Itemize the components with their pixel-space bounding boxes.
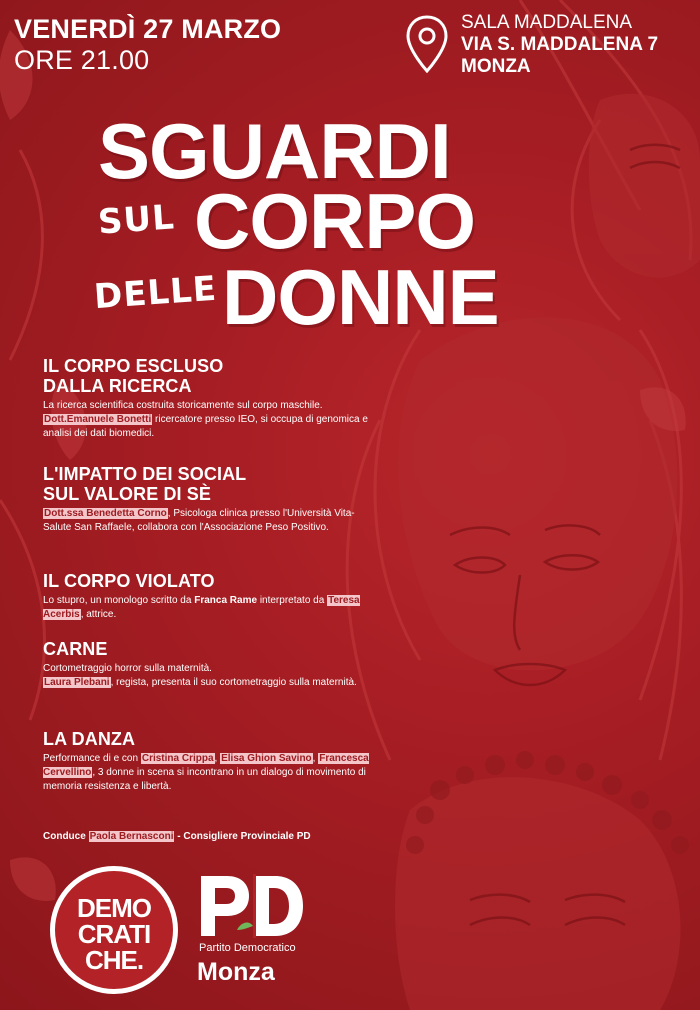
event-time: ORE 21.00: [14, 45, 150, 75]
venue-name: SALA MADDALENA: [461, 12, 633, 33]
pd-party-name: Partito Democratico: [199, 942, 296, 954]
speaker-name: Dott.Emanuele Bonetti: [44, 414, 152, 425]
program-item: [43, 356, 373, 441]
program-description: Performance di e con Cristina Crippa, Elisa Ghion Savino, Francesca Cervellino, 3 donne in scena si incontrano in un dialogo di movimento di memoria resistenza e libertà.: [43, 753, 369, 792]
program-description: Dott.ssa Benedetta Corno, Psicologa clinica presso l'Università Vita-Salute San Raffaele, collabora con l'Associazione Peso Positivo.: [43, 508, 355, 533]
speaker-name: Dott.ssa Benedetta Corno: [44, 508, 167, 519]
program-heading: IL CORPO ESCLUSO DALLA RICERCA: [43, 356, 224, 396]
moderator-name: Paola Bernasconi: [89, 831, 174, 842]
event-title: [0, 0, 700, 360]
title-line-corpo: CORPO: [194, 177, 476, 265]
title-line-donne: DONNE: [222, 253, 499, 341]
pd-logo: [197, 870, 307, 940]
moderator-line: Conduce Paola Bernasconi - Consigliere Provinciale PD: [43, 831, 311, 842]
speaker-name: Laura Plebani: [44, 677, 110, 688]
speaker-name: Teresa Acerbis: [43, 595, 360, 620]
program-item: [43, 464, 373, 535]
program-description: La ricerca scientifica costruita storicamente sul corpo maschile. Dott.Emanuele Bonetti ricercatore presso IEO, si occupa di genomica e analisi dei dati biomedici.: [43, 400, 368, 439]
program-description: Cortometraggio horror sulla maternità. Laura Plebani, regista, presenta il suo cortometraggio sulla maternità.: [43, 663, 357, 688]
program-heading: LA DANZA: [43, 729, 136, 749]
program-heading: IL CORPO VIOLATO: [43, 571, 215, 591]
title-delle: DELLE: [92, 268, 219, 318]
democratiche-logo: DEMO CRATI CHE.: [50, 866, 178, 994]
event-date: VENERDÌ 27 MARZO: [14, 14, 282, 44]
program-heading: L'IMPATTO DEI SOCIAL SUL VALORE DI SÈ: [43, 464, 246, 504]
title-line-sguardi: SGUARDI: [98, 107, 451, 195]
program-item: [43, 729, 373, 794]
program-item: [43, 571, 373, 622]
venue-street: VIA S. MADDALENA 7: [461, 34, 659, 55]
pd-city: Monza: [197, 958, 275, 986]
program-item: [43, 639, 373, 690]
venue-city: MONZA: [461, 56, 531, 77]
author-name: Franca Rame: [194, 595, 258, 606]
speaker-name: Cristina Crippa: [141, 753, 214, 764]
program-description: Lo stupro, un monologo scritto da Franca Rame interpretato da Teresa Acerbis, attrice.: [43, 595, 360, 620]
program-heading: CARNE: [43, 639, 108, 659]
title-sul: SUL: [96, 197, 177, 243]
speaker-name: Francesca Cervellino: [43, 753, 369, 778]
speaker-name: Elisa Ghion Savino: [221, 753, 312, 764]
